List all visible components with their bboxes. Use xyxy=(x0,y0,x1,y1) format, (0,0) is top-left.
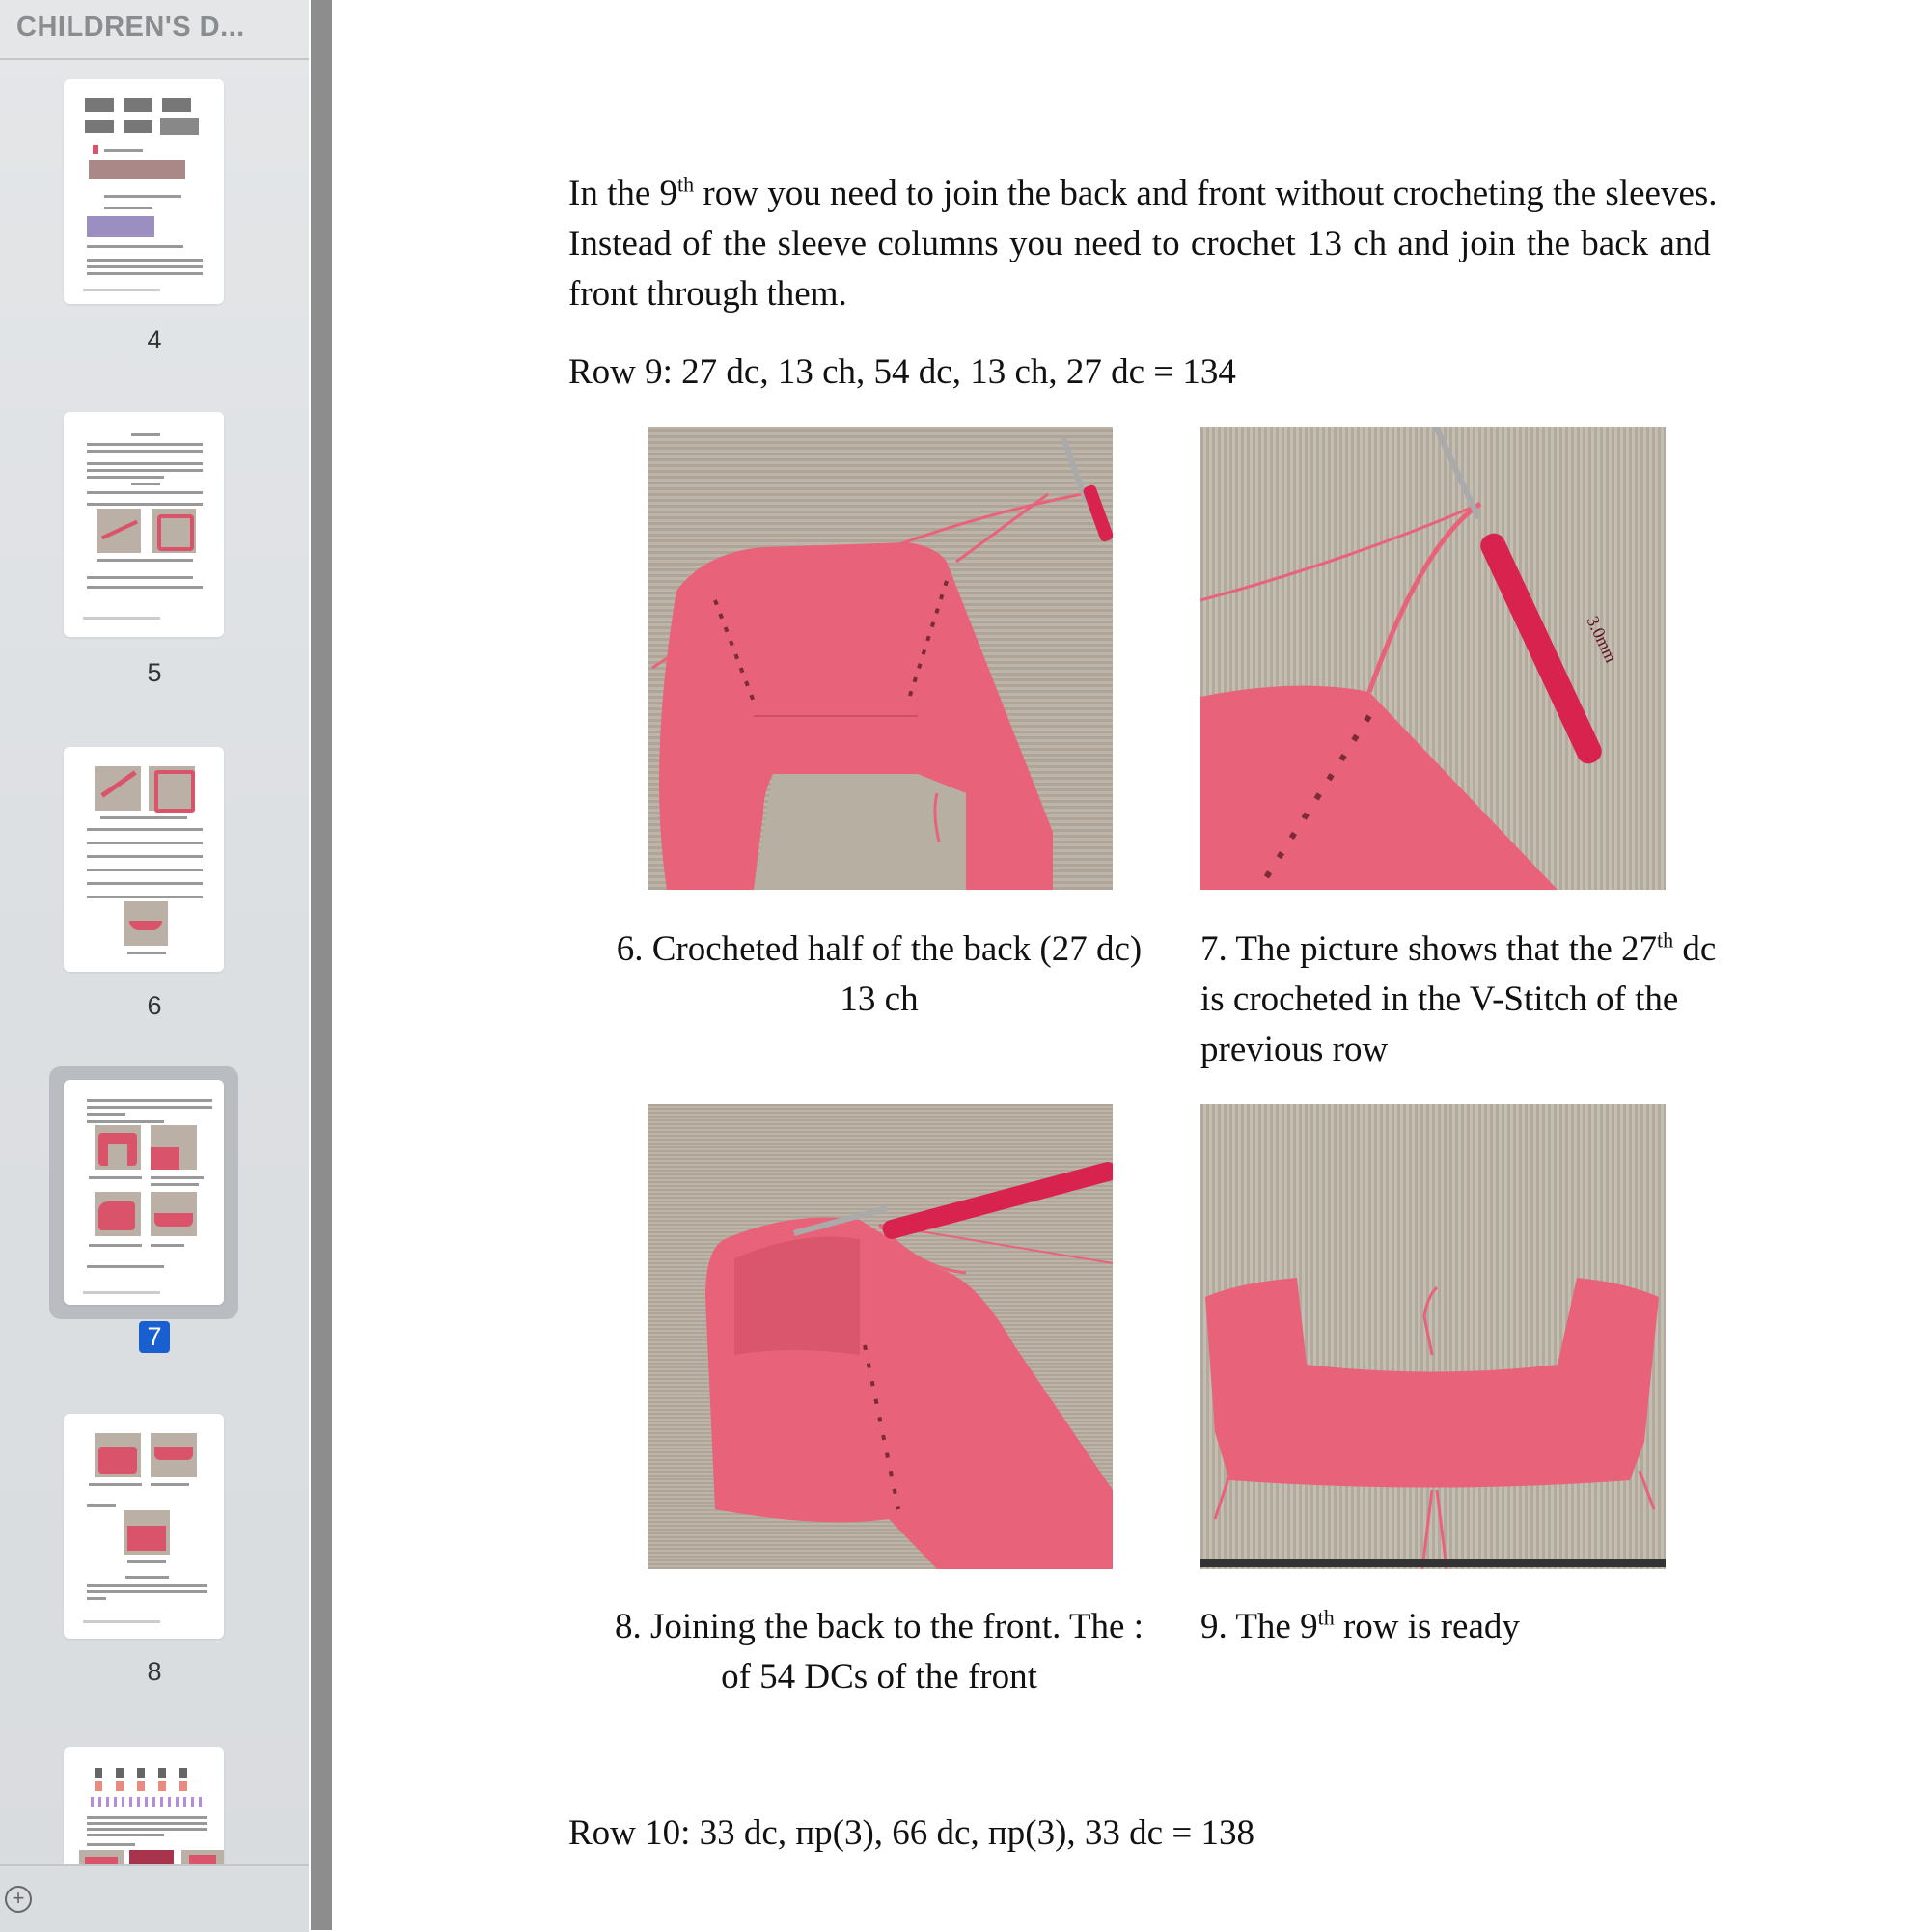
sidebar-bottom-bar xyxy=(0,1864,309,1932)
caption-7-line-3: previous row xyxy=(1200,1030,1389,1069)
mini-chart-row xyxy=(91,1797,207,1807)
row-9-instruction: Row 9: 27 dc, 13 ch, 54 dc, 13 ch, 27 dc = 134 xyxy=(568,352,1236,392)
hook-size-label: 3.0mm xyxy=(1583,613,1621,666)
caption-9: 9. The 9th row is ready xyxy=(1200,1605,1520,1646)
caption-6-line-2: 13 ch xyxy=(840,980,919,1019)
page-thumbnail-9[interactable] xyxy=(64,1747,224,1864)
crochet-yoke-illustration xyxy=(648,427,1113,890)
page-number-7[interactable]: 7 xyxy=(0,1321,309,1353)
page-number-5[interactable]: 5 xyxy=(147,658,162,687)
sidebar-splitter[interactable] xyxy=(311,0,332,1930)
caption-8-line-1: 8. Joining the back to the front. The : xyxy=(614,1607,1144,1646)
mini-chart-row xyxy=(95,1781,201,1791)
intro-line-1: In the 9th row you need to join the back and front without crocheting the sleeves. xyxy=(568,172,1718,213)
thumbnail-list[interactable] xyxy=(0,60,309,1864)
caption-8 xyxy=(585,1602,1173,1702)
crochet-closeup-illustration xyxy=(1200,427,1666,890)
page-number-8[interactable]: 8 xyxy=(147,1657,162,1686)
mini-chart-row xyxy=(95,1768,201,1778)
caption-7-line-2: is crocheted in the V-Stitch of the xyxy=(1200,980,1679,1019)
row-10-instruction: Row 10: 33 dc, пр(3), 66 dc, пр(3), 33 dc = 138 xyxy=(568,1813,1254,1853)
crochet-yoke-flat-illustration xyxy=(1200,1104,1666,1569)
caption-8-line-2: of 54 DCs of the front xyxy=(721,1657,1037,1697)
plus-circle-icon[interactable]: + xyxy=(5,1886,32,1913)
page-thumbnail-5[interactable] xyxy=(64,412,224,637)
page-thumbnail-8[interactable] xyxy=(64,1414,224,1639)
photo-9-row-ready xyxy=(1200,1104,1666,1569)
photo-7-v-stitch-closeup xyxy=(1200,427,1666,890)
page-thumbnail-4[interactable] xyxy=(64,79,224,304)
page-number-6[interactable]: 6 xyxy=(147,991,162,1020)
caption-6-line-1: 6. Crocheted half of the back (27 dc) xyxy=(616,929,1143,969)
thumbnail-sidebar xyxy=(0,0,309,1930)
page-number-4[interactable]: 4 xyxy=(147,325,162,354)
caption-6 xyxy=(585,925,1173,1025)
page-thumbnail-6[interactable] xyxy=(64,747,224,972)
page-thumbnail-7[interactable] xyxy=(64,1080,224,1305)
photo-8-joining-back-front xyxy=(648,1104,1113,1569)
document-page xyxy=(332,0,1930,1930)
mini-pink-frame xyxy=(157,514,194,551)
caption-7 xyxy=(1200,925,1818,1075)
photo-6-crocheted-half-back xyxy=(648,427,1113,890)
crochet-joining-illustration xyxy=(648,1104,1113,1569)
mini-pink-frame xyxy=(154,770,195,813)
caption-7-line-1: 7. The picture shows that the 27th dc xyxy=(1200,927,1717,969)
document-title: CHILDREN'S D... xyxy=(16,12,245,42)
intro-line-3: front through them. xyxy=(568,274,847,314)
intro-line-2: Instead of the sleeve columns you need to crochet 13 ch and join the back and xyxy=(568,224,1711,263)
mini-gap xyxy=(108,1144,127,1166)
